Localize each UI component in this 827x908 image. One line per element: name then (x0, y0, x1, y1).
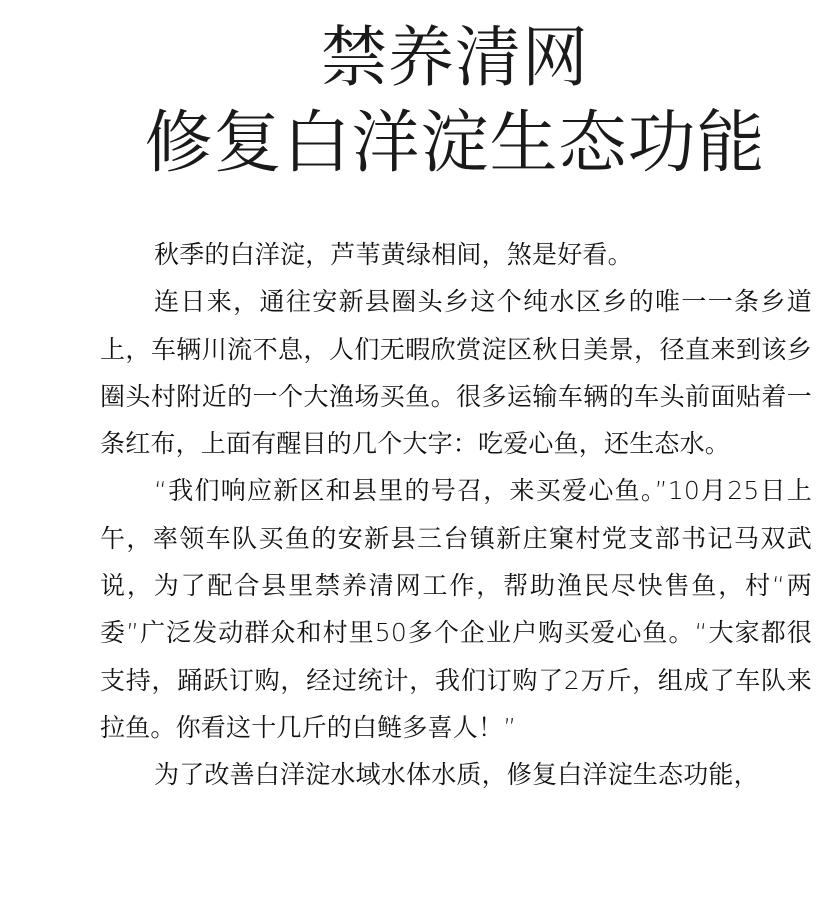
headline-line-1: 禁养清网 (321, 19, 589, 96)
headline-line-2: 修复白洋淀生态功能 (144, 104, 766, 183)
paragraph-3: “我们响应新区和县里的号召，来买爱心鱼。”10月25日上午，率领车队买鱼的安新县三台镇新庄窠村党支部书记马双武说，为了配合县里禁养清网工作，帮助渔民尽快售鱼，村“两委”广泛发动群众和村里50多个企业户购买爱心鱼。“大家都很支持，踊跃订购，经过统计，我们订购了2万斤，组成了车队来拉鱼。你看这十几斤的白鲢多喜人！” (100, 476, 812, 742)
paragraph-1: 秋季的白洋淀，芦苇黄绿相间，煞是好看。 (154, 240, 633, 269)
article-body (100, 231, 812, 799)
paragraph-4: 为了改善白洋淀水域水体水质，修复白洋淀生态功能， (154, 760, 759, 790)
paragraph-2: 连日来，通往安新县圈头乡这个纯水区乡的唯一一条乡道上，车辆川流不息，人们无暇欣赏淀区秋日美景，径直来到该乡圈头村附近的一个大渔场买鱼。很多运输车辆的车头前面贴着一条红布，上面有醒目的几个大字：吃爱心鱼，还生态水。 (100, 287, 812, 459)
